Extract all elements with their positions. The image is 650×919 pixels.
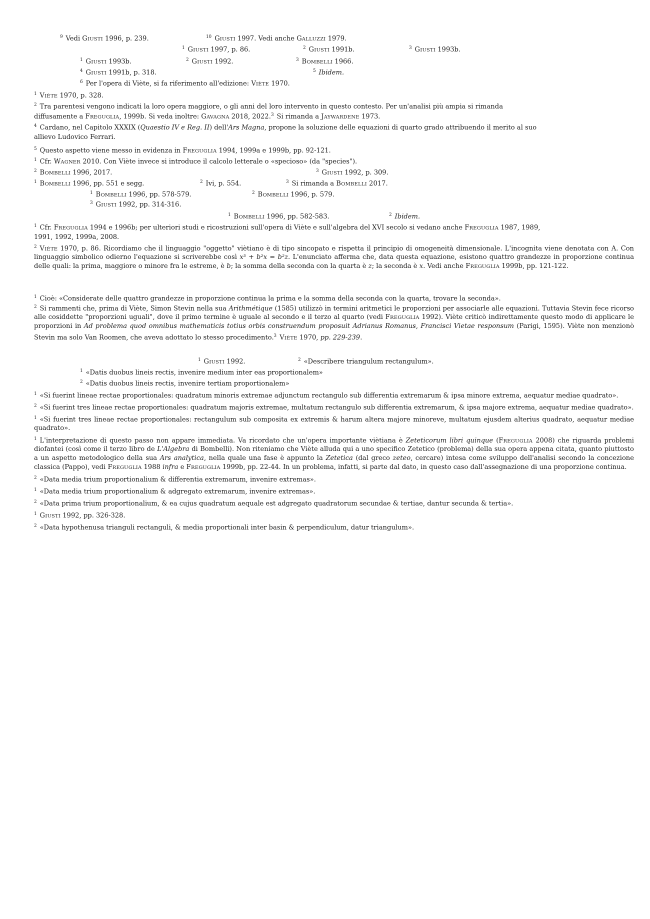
footnote-text: 2018, 2022. [229,112,271,121]
footnote-number: 3 [90,201,93,206]
footnote-number: 2 [186,58,189,63]
footnote-number: 1 [80,58,83,63]
footnote-line [34,223,540,231]
footnote-number: 1 [34,295,37,300]
footnote-text: L'interpretazione di questo passo non appare immediata. Va ricordato che un'opera importante viètiana è [39,436,406,445]
footnote-text: Giusti [414,45,436,54]
footnote-text: 1992, pp. 314-316. [116,200,182,209]
footnote-text: 1996, pp. 582-583. [264,212,330,221]
footnote-text: «Data media trium proportionalium & adgregato extremarum, invenire extremas». [39,487,316,496]
footnote-text: 1991, 1992, 1999a, 2008. [34,233,120,241]
footnote-text: 1999b, pp. 121-122. [499,262,569,271]
footnote [34,303,634,342]
footnote-text: diffusamente a [34,112,86,121]
footnote-text: 1970, p. 86. Ricordiamo che il linguaggio "oggetto" viètiano è di tipo sincopato e rispetta il principio di omogeneità dimensionale. L'incognita viene denotata con A. Con linguaggio simbolico odierno l'equazione si scriverebbe così [34,244,634,262]
footnote-line [34,157,357,165]
footnote-text: b [226,262,231,271]
footnote-number: 2 [34,475,37,481]
footnote-text: Bombelli [336,179,367,188]
footnote-text: 1994 e 1996b; per ulteriori studi e ricostruzioni sull'opera di Viète e sull'algebra del XVI secolo si vedano anche [87,223,465,232]
footnote-line [206,34,347,42]
footnote-line [80,57,132,65]
footnote-number: 3 [296,58,299,63]
footnote-line [409,45,461,53]
footnote-text: Ibidem. [394,212,421,221]
footnote-line [34,133,115,141]
footnote-text: Galluzzi [296,34,326,43]
footnote-text: (1585) utilizzò in termini aritmetici le proporzioni per associarle alle equazioni. Tuttavia Stevin fece ricorso alle cosiddette "proporzioni uguali", dove il primo termine è uguale al secondo e il terzo al quarto (vedi [34,304,635,322]
footnote-number: 3 [409,46,412,51]
footnote-text: 1992). Viète criticò indirettamente questo modo di applicare le proporzioni in [34,313,634,331]
footnote-text: 1988 [141,463,163,472]
footnote-line [298,357,434,365]
footnote-text: 1970. [269,79,290,88]
footnote-text: Ivi, p. 554. [205,179,242,188]
footnote-line [34,112,380,120]
footnote-text: Giusti [203,357,225,366]
footnote-text: pp. 229-239 [320,332,361,341]
footnote-line [34,102,503,110]
footnote-text: Cfr. [39,223,54,232]
footnote-text: allievo Ludovico Ferrari. [34,133,116,141]
footnote-text: Freguglia [385,313,420,322]
footnote-text: Si rammenti che, prima di Viète, Simon Stevin nella sua [39,304,229,313]
footnote-number: 2 [34,245,37,250]
footnote-number: 1 [34,436,37,442]
footnote-line [286,179,388,187]
footnote-text: Giusti [191,57,213,66]
footnote-text: 1970, p. 328. [57,91,104,100]
footnote-text: Giusti [85,68,107,77]
footnote-text: , 1999b. Si veda inoltre: [119,112,202,121]
footnote-number: 1 [34,180,37,185]
footnote-text: Ad problema quod omnibus mathematicis totius orbis construendum proposuit Adrianus Romanus, Francisci Vietae responsum [83,322,515,331]
footnote-number: 1 [182,46,185,51]
footnote-line [90,200,181,208]
footnote-text: Giusti [187,45,209,54]
footnote-text: Zeteticorum libri quinque [405,436,494,445]
footnote-number: 2 [303,46,306,51]
footnote-text: 1996, pp. 551 e segg. [70,179,145,188]
footnote-text: 1993b. [435,45,461,54]
footnote-text: Bombelli [257,190,289,199]
footnote-text: Wagner [53,157,81,166]
footnote-number: 4 [34,124,37,129]
footnote-number: 2 [252,191,255,196]
footnote-text: Questo aspetto viene messo in evidenza in [39,146,183,155]
footnote-text: L'Algebra [157,445,190,454]
footnote-text: ( [493,436,499,445]
footnote-text: 1996, 2017. [70,168,113,177]
footnote-text: Giusti [39,511,61,520]
footnote-text: Cfr. [39,157,54,166]
footnote-text: Jaywardene [321,112,360,121]
footnote-text: 3 [273,333,277,339]
footnote-text: Si rimanda a [291,179,337,188]
footnote-text: Cioè: «Considerate delle quattro grandezze in proporzione continua la prima e la somma della seconda con la quarta, trovare la seconda». [39,294,501,303]
footnote-text: 1966. [332,57,354,66]
footnote-number: 2 [34,499,37,505]
footnote-text: Vedi [65,34,83,43]
footnote-line [34,168,112,176]
footnote-text: 1970, [297,332,321,341]
footnote-number: 1 [34,511,37,517]
footnote-text: «Datis duobus lineis rectis, invenire medium inter eas proportionalem» [85,368,323,377]
footnote-text: Zetetica [325,454,353,463]
footnote-line [60,34,149,42]
footnote-text: «Data prima trium proportionalium, & ea cujus quadratum aequale est adgregato quadratorum secundae & tertiae, dantur secunda & tertia». [39,499,514,508]
footnote-line [186,57,233,65]
footnote-text: Cardano, nel Capitolo XXXIX ( [39,123,141,132]
footnote-text: Bombelli [39,179,71,188]
footnote-text: Freguglia [464,223,499,232]
footnote-number: 2 [34,403,37,409]
footnote-text: x [419,262,424,271]
footnote-number: 1 [34,92,37,97]
footnote-number: 6 [80,80,83,85]
footnote-text: «Data media trium proportionalium & differentia extremarum, invenire extremas». [39,475,317,484]
footnote-text: Freguglia [186,463,221,472]
footnote-text: Per l'opera di Viète, si fa riferimento all'edizione: [85,79,252,88]
footnote-text: e [178,463,187,472]
footnote-text: Giusti [95,200,117,209]
footnote [34,390,634,400]
footnote-number: 1 [34,392,37,397]
footnote-number: 10 [206,35,212,40]
footnote-text: 1991b. [329,45,355,54]
footnote-number: 1 [34,487,37,493]
footnote-line [389,212,420,220]
footnote [34,498,634,508]
footnote-number: 1 [90,191,93,196]
footnote-text: 1997, p. 86. [208,45,251,54]
footnote-text: Freguglia [498,436,533,445]
footnote-text: ) dell' [209,123,229,132]
footnote-text: Viète [39,91,58,100]
footnote [34,402,634,412]
footnote-text: , cercare) intesa come sviluppo dell'analisi secondo la concezione classica (Pappo), vedi [34,454,634,472]
footnote-text: 1996, pp. 578-579. [126,190,192,199]
footnote-text: 1996, p. 579. [288,190,335,199]
footnote-text: Viète [251,79,270,88]
footnote-number: 3 [316,169,319,174]
footnote-text: Freguglia [53,223,88,232]
footnote-text: zeteo [392,454,411,463]
footnote-number: 2 [298,358,301,363]
footnote-text: Giusti [85,57,107,66]
footnote-text: di Bombelli). Non riteniamo che Viète alluda qui a uno specifico Zetetico (problema) della sua opera appena citata, quanto piuttosto a un aspetto metodologico della sua [34,445,634,463]
footnote-text: infra [162,463,179,472]
footnote-text: (dal greco [352,454,393,463]
footnote-text: Arithmétique [228,304,273,313]
footnote-text: Giusti [321,168,343,177]
footnote-text: 1992. [212,57,234,66]
footnote-line [252,190,334,198]
footnote-text: Bombelli [39,168,71,177]
footnote-block [34,243,634,273]
footnote-block [34,390,634,534]
footnote-number: 2 [80,380,83,385]
footnote-text: Giusti [308,45,330,54]
footnote-line [296,57,353,65]
footnote-line [34,146,331,154]
footnote [34,486,634,496]
footnote-text: 1996, p. 239. [102,34,149,43]
footnote-text: ; la somma della seconda con la quarta è [230,262,369,271]
footnote-number: 9 [60,35,63,40]
footnote-text: x³ + b²x = b²z [239,253,289,262]
footnote-text: ; la seconda è [371,262,420,271]
footnote-text: Bombelli [95,190,127,199]
footnote-line [316,168,388,176]
footnote-line [80,68,157,76]
footnote-line [34,91,103,99]
footnote-text: 1973. [359,112,381,121]
footnote-text: «Data hypothenusa trianguli rectanguli, & media proportionali inter basin & perpendiculum, datur triangulum». [39,523,415,532]
footnote-text: Giusti [82,34,103,43]
footnote-text: Ars Magna [228,123,265,132]
footnote-text: 1987, 1989, [498,223,541,232]
footnote-text: 1979. [325,34,347,43]
footnote-number: 2 [34,523,37,529]
footnote-number: 1 [34,415,37,421]
footnote-number: 3 [286,180,289,185]
footnote [34,243,634,272]
footnote-line [198,357,245,365]
footnote-number: 1 [34,224,37,229]
footnote-line [303,45,355,53]
footnote-text: Tra parentesi vengono indicati la loro opera maggiore, o gli anni del loro intervento in questo contesto. Per un'analisi più ampia si rimanda [39,102,503,111]
footnote-block [34,303,634,343]
footnote-number: 1 [34,158,37,163]
footnote-text: . Vedi anche [423,262,466,271]
footnote-text: Viète [279,332,298,341]
footnote-text: Gavagna [201,112,230,121]
footnote-text: Freguglia [182,146,217,155]
footnote-number: 5 [34,147,37,152]
footnote [34,414,634,433]
footnote-text: Freguglia [85,112,120,121]
footnote-text: Freguglia [465,262,500,271]
footnote-text: Ars analytica [159,454,204,463]
footnote-number: 5 [313,69,316,74]
footnote-line [90,190,191,198]
footnote [34,510,634,520]
footnote-text: 1992, pp. 326-328. [60,511,126,520]
footnote-number: 2 [34,169,37,174]
footnote-text: «Si fuerint tres lineae rectae proportionales: quadratum majoris extremae, multatum rectangulo sub differentia extremarum, & ipsa majore extrema, aequatur mediae quadrato». [39,403,634,412]
footnote [34,474,634,484]
footnote-text: 1997. Vedi anche [235,34,297,43]
footnote-number: 2 [34,103,37,108]
footnote-line [34,233,119,241]
footnote-text: Bombelli [301,57,333,66]
footnote-text: «Si fuerint lineae rectae proportionales: quadratum minoris extremae adjunctum rectangulo sub differentia extremarum & ipsa minore extrema, aequatur mediae quadrato». [39,391,619,400]
footnote-text: Ibidem. [318,68,345,77]
footnote-text: Giusti [214,34,236,43]
footnote-line [34,123,537,131]
footnote-text: 1999b, pp. 22-44. In un problema, infatti, si parte dal dato, in questo caso dall'assegnazione di una proporzione continua. [220,463,627,472]
footnote-text: Viète [39,244,58,253]
footnote-text: 1992. [224,357,246,366]
footnote-text: «Describere triangulum rectangulum». [303,357,434,366]
footnote-text: . [360,332,363,341]
footnote-text: z [368,262,372,271]
footnote-number: 2 [34,305,37,310]
footnote [34,435,634,473]
footnote-line [80,368,323,376]
footnote-number: 1 [198,358,201,363]
footnote-line [228,212,329,220]
footnote-line [80,379,289,387]
footnote-line [34,179,144,187]
footnote-number: 1 [80,369,83,374]
footnote-text: (Parigi, 1595). Viète non menzionò Stevin ma solo Van Roomen, che aveva adottato lo stesso procedimento. [34,322,635,341]
footnote-number: 2 [389,213,392,218]
footnote-text: 1991b, p. 318. [106,68,157,77]
footnote-number: 2 [200,180,203,185]
footnote-text: , propone la soluzione delle equazioni di quarto grado attribuendo il merito al suo [264,123,537,132]
footnote-text: Si rimanda a [276,112,322,121]
footnote-text: «Datis duobus lineis rectis, invenire tertiam proportionalem» [85,379,290,388]
footnote-text: . L'enunciato afferma che, data questa equazione, esistono quattro grandezze in proporzione continua delle quali: la prima, maggiore o minore fra le estreme, è [34,253,634,271]
footnote-text: Bombelli [233,212,265,221]
footnote-text: 1993b. [106,57,132,66]
footnote-text: 1992, p. 309. [342,168,389,177]
footnote-line [182,45,250,53]
footnote-text: 2017. [366,179,388,188]
footnote-text: , nella quale una fase è appunto la [203,454,326,463]
footnote-text: 3 [270,113,274,118]
footnote [34,522,634,532]
footnote-line [80,79,290,87]
footnote-text: «Si fuerint tres lineae rectae proportionales: rectangulum sub composita ex extremis & harum altera majore minoreve, multatum ejusdem alterius quadrato, aequatur mediae quadrato». [34,415,634,433]
footnote-line [200,179,241,187]
footnote-text: 1994, 1999a e 1999b, pp. 92-121. [216,146,331,155]
footnote-text: Quaestio IV e Reg. II [140,123,210,132]
footnote-text: Freguglia [107,463,142,472]
footnote-number: 4 [80,69,83,74]
footnote-text: 2008) che riguarda problemi diofantei (così come il terzo libro de [34,436,634,454]
footnote-line [313,68,344,76]
footnote [34,293,634,303]
footnote-number: 1 [228,213,231,218]
footnote-text: 2010. Con Viète invece si introduce il calcolo letterale o «specioso» (da "species"). [80,157,358,166]
